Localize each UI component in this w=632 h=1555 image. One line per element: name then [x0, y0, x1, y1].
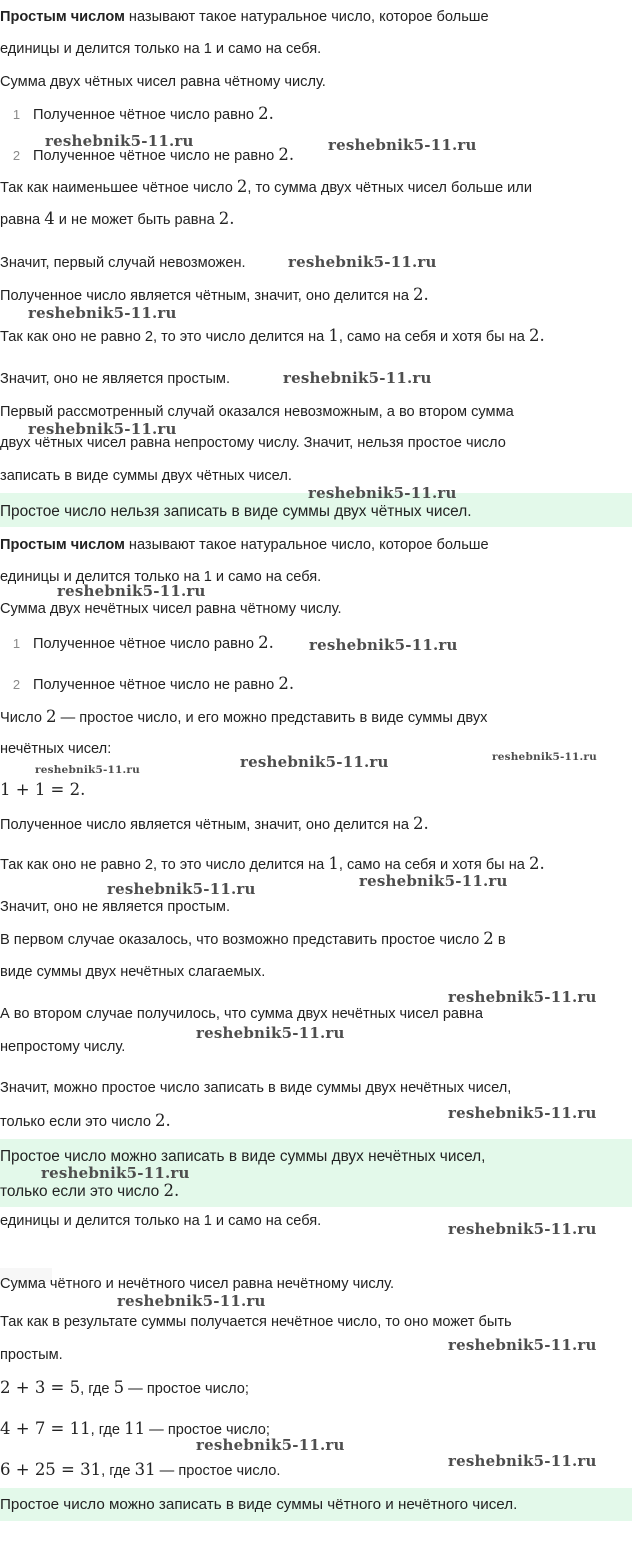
- paragraph: Значит, первый случай невозможен.: [0, 255, 246, 271]
- watermark: reshebnik5-11.ru: [448, 988, 597, 1006]
- paragraph: Так как оно не равно 2, то это число делится на 1, само на себя и хотя бы на 2.: [0, 326, 545, 345]
- watermark: reshebnik5-11.ru: [448, 1220, 597, 1238]
- case-item-1: 1 Полученное чётное число равно 2.: [0, 104, 274, 125]
- claim: Сумма чётного и нечётного чисел равна нечётному числу.: [0, 1276, 395, 1292]
- paragraph: Полученное число является чётным, значит, оно делится на 2.: [0, 285, 429, 304]
- paragraph: Так как наименьшее чётное число 2, то сумма двух чётных чисел больше или: [0, 177, 532, 196]
- claim: Сумма двух нечётных чисел равна чётному числу.: [0, 601, 342, 617]
- watermark: reshebnik5-11.ru: [309, 636, 458, 654]
- definition-line: Простым числом называют такое натуральное число, которое больше: [0, 9, 489, 25]
- case-number: 1: [12, 636, 21, 651]
- paragraph: виде суммы двух нечётных слагаемых.: [0, 964, 266, 980]
- paragraph: Первый рассмотренный случай оказался невозможным, а во втором сумма: [0, 404, 514, 420]
- watermark: reshebnik5-11.ru: [328, 136, 477, 154]
- answer-text: только если это число 2.: [0, 1181, 180, 1200]
- answer-text: Простое число можно записать в виде суммы чётного и нечётного чисел.: [0, 1496, 518, 1513]
- claim: Сумма двух чётных чисел равна чётному числу.: [0, 74, 326, 90]
- definition-line-2: единицы и делится только на 1 и само на себя.: [0, 569, 322, 585]
- watermark: reshebnik5-11.ru: [448, 1104, 597, 1122]
- paragraph: простым.: [0, 1347, 63, 1363]
- watermark: reshebnik5-11.ru: [57, 582, 206, 600]
- watermark: reshebnik5-11.ru: [107, 880, 256, 898]
- example-line: 6 + 25 = 31, где 31 — простое число.: [0, 1460, 281, 1479]
- watermark: reshebnik5-11.ru: [196, 1024, 345, 1042]
- answer-text: Простое число можно записать в виде суммы двух нечётных чисел,: [0, 1148, 486, 1165]
- paragraph: Так как оно не равно 2, то это число делится на 1, само на себя и хотя бы на 2.: [0, 854, 545, 873]
- paragraph: нечётных чисел:: [0, 741, 112, 757]
- watermark: reshebnik5-11.ru: [41, 1164, 190, 1182]
- case-number: 2: [12, 677, 21, 692]
- watermark: reshebnik5-11.ru: [45, 132, 194, 150]
- paragraph: равна 4 и не может быть равна 2.: [0, 209, 235, 228]
- watermark: reshebnik5-11.ru: [196, 1436, 345, 1454]
- answer-text: Простое число нельзя записать в виде суммы двух чётных чисел.: [0, 503, 472, 520]
- paragraph: записать в виде суммы двух чётных чисел.: [0, 468, 292, 484]
- watermark: reshebnik5-11.ru: [492, 751, 597, 763]
- definition-term: Простым числом: [0, 9, 125, 25]
- case-item-1: 1 Полученное чётное число равно 2.: [0, 633, 274, 654]
- paragraph: Число 2 — простое число, и его можно представить в виде суммы двух: [0, 707, 488, 726]
- case-number: 1: [12, 107, 21, 122]
- paragraph: Значит, оно не является простым.: [0, 899, 231, 915]
- watermark: reshebnik5-11.ru: [308, 484, 457, 502]
- paragraph: В первом случае оказалось, что возможно представить простое число 2 в: [0, 929, 506, 948]
- paragraph: А во втором случае получилось, что сумма двух нечётных чисел равна: [0, 1006, 483, 1022]
- example-line: 4 + 7 = 11, где 11 — простое число;: [0, 1419, 270, 1438]
- watermark: reshebnik5-11.ru: [117, 1292, 266, 1310]
- case-number: 2: [12, 148, 21, 163]
- watermark: reshebnik5-11.ru: [448, 1336, 597, 1354]
- case-item-2: 2 Полученное чётное число не равно 2.: [0, 674, 294, 695]
- paragraph: двух чётных чисел равна непростому числу. Значит, нельзя простое число: [0, 435, 506, 451]
- definition-term: Простым числом: [0, 537, 125, 553]
- watermark: reshebnik5-11.ru: [35, 764, 140, 776]
- definition-line-2: единицы и делится только на 1 и само на себя.: [0, 1213, 322, 1229]
- watermark: reshebnik5-11.ru: [28, 420, 177, 438]
- paragraph: Так как в результате суммы получается нечётное число, то оно может быть: [0, 1314, 512, 1330]
- watermark: reshebnik5-11.ru: [283, 369, 432, 387]
- watermark: reshebnik5-11.ru: [448, 1452, 597, 1470]
- equation: 1 + 1 = 2.: [0, 780, 86, 799]
- paragraph: Значит, оно не является простым.: [0, 371, 231, 387]
- paragraph: только если это число 2.: [0, 1111, 171, 1130]
- case-item-2: 2 Полученное чётное число не равно 2.: [0, 145, 294, 166]
- example-line: 2 + 3 = 5, где 5 — простое число;: [0, 1378, 249, 1397]
- definition-line: Простым числом называют такое натуральное число, которое больше: [0, 537, 489, 553]
- watermark: reshebnik5-11.ru: [240, 753, 389, 771]
- paragraph: Значит, можно простое число записать в виде суммы двух нечётных чисел,: [0, 1080, 512, 1096]
- watermark: reshebnik5-11.ru: [28, 304, 177, 322]
- paragraph: Полученное число является чётным, значит, оно делится на 2.: [0, 814, 429, 833]
- watermark: reshebnik5-11.ru: [288, 253, 437, 271]
- paragraph: непростому числу.: [0, 1039, 126, 1055]
- definition-line-2: единицы и делится только на 1 и само на себя.: [0, 41, 322, 57]
- watermark: reshebnik5-11.ru: [359, 872, 508, 890]
